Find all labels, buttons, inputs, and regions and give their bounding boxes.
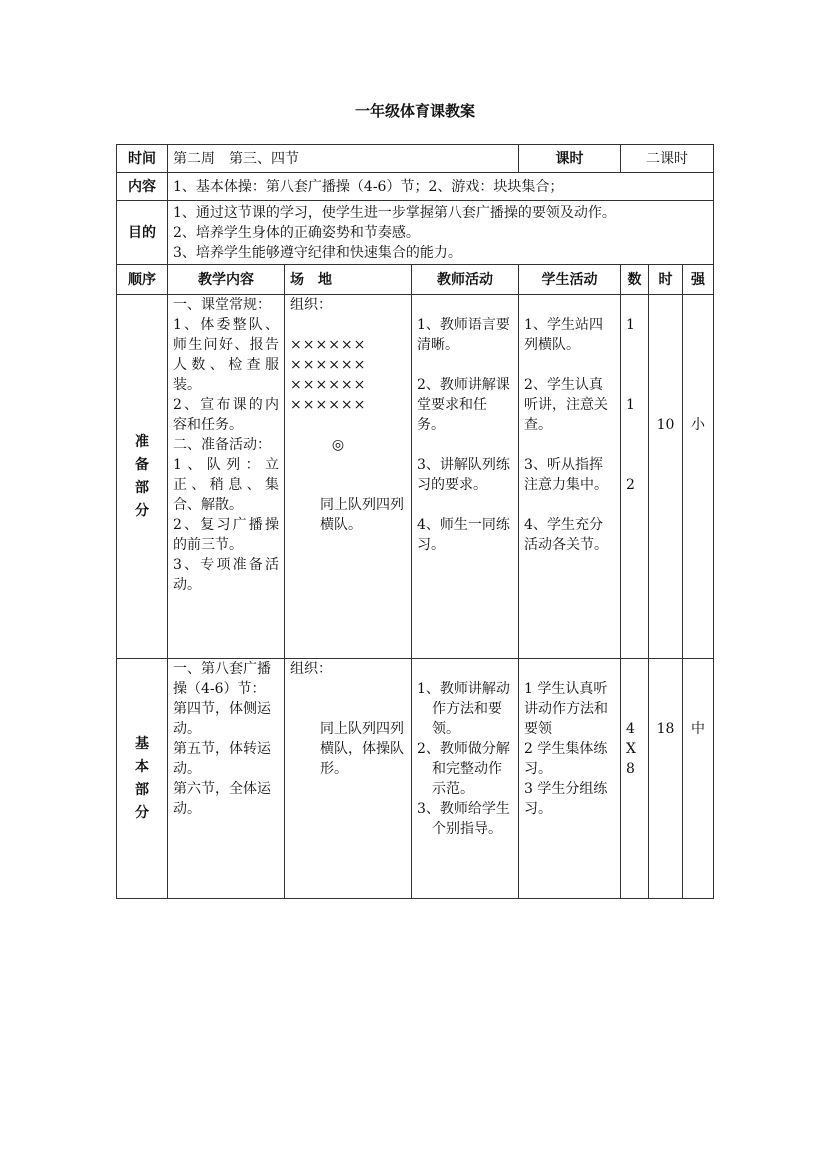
prep-time: 10 (649, 295, 683, 659)
lesson-plan-table (116, 144, 714, 899)
period-value: 二课时 (621, 145, 714, 173)
col-teacher: 教师活动 (412, 265, 519, 295)
time-value: 第二周 第三、四节 (168, 145, 519, 173)
column-header-row (117, 265, 714, 295)
formation-row: ×××××× (290, 357, 367, 373)
col-count: 数 (621, 265, 649, 295)
col-content: 教学内容 (168, 265, 285, 295)
col-student: 学生活动 (519, 265, 621, 295)
prep-student-activity: 1、学生站四列横队。 2、学生认真听讲，注意关查。 3、听从指挥注意力集中。 4、学生充分活动各关节。 (519, 295, 621, 659)
goal-item: 2、培养学生身体的正确姿势和节奏感。 (173, 224, 420, 241)
col-intensity: 强 (683, 265, 714, 295)
basic-student-activity: 1 学生认真听讲动作方法和要领 2 学生集体练习。 3 学生分组练习。 (519, 659, 621, 899)
goal-item: 1、通过这节课的学习，使学生进一步掌握第八套广播操的要领及动作。 (173, 204, 616, 221)
prep-teacher-activity: 1、教师语言要清晰。 2、教师讲解课堂要求和任务。 3、讲解队列练习的要求。 4、师生一同练习。 (412, 295, 519, 659)
basic-section-row (117, 659, 714, 899)
basic-count: 4 X 8 (621, 659, 649, 899)
prep-section-row (117, 295, 714, 659)
prep-content: 一、课堂常规： 1、体委整队、师生问好、报告人数、检查服装。 2、宣布课的内容和任务。 二、准备活动： 1、队列：立正、稍息、集合、解散。 2、复习广播操的前三节。 3、专项准备活动。 (168, 295, 285, 659)
basic-content: 一、第八套广播操（4-6）节： 第四节，体侧运动。 第五节，体转运动。 第六节，全体运动。 (168, 659, 285, 899)
content-label: 内容 (117, 173, 168, 201)
prep-section-label: 准 备 部 分 (117, 295, 168, 659)
goal-label: 目的 (117, 201, 168, 265)
content-row (117, 173, 714, 201)
basic-teacher-activity: 1、教师讲解动作方法和要领。 2、教师做分解和完整动作示范。 3、教师给学生个别指导。 (412, 659, 519, 899)
basic-time: 18 (649, 659, 683, 899)
formation-row: ×××××× (290, 377, 367, 393)
col-venue: 场 地 (285, 265, 412, 295)
basic-intensity: 中 (683, 659, 714, 899)
lesson-plan-title: 一年级体育课教案 (354, 102, 475, 120)
goal-item: 3、培养学生能够遵守纪律和快速集合的能力。 (173, 244, 462, 261)
goal-list (168, 201, 714, 265)
time-label: 时间 (117, 145, 168, 173)
basic-venue-note: 同上队列四列横队，体操队形。 (320, 721, 404, 777)
time-row (117, 145, 714, 173)
teacher-position-icon: ◎ (331, 437, 345, 453)
prep-venue: 组织： ×××××× ×××××× ×××××× ×××××× ◎ 同上队列四列横队。 (285, 295, 412, 659)
col-order: 顺序 (117, 265, 168, 295)
content-value: 1、基本体操：第八套广播操（4-6）节；2、游戏：块块集合； (168, 173, 714, 201)
prep-venue-note: 同上队列四列横队。 (320, 497, 404, 533)
col-time: 时 (649, 265, 683, 295)
prep-intensity: 小 (683, 295, 714, 659)
formation-row: ×××××× (290, 337, 367, 353)
period-label: 课时 (519, 145, 621, 173)
goal-row (117, 201, 714, 265)
basic-section-label: 基 本 部 分 (117, 659, 168, 899)
formation-row: ×××××× (290, 397, 367, 413)
basic-venue: 组织： 同上队列四列横队，体操队形。 (285, 659, 412, 899)
prep-count: 1 1 2 (621, 295, 649, 659)
